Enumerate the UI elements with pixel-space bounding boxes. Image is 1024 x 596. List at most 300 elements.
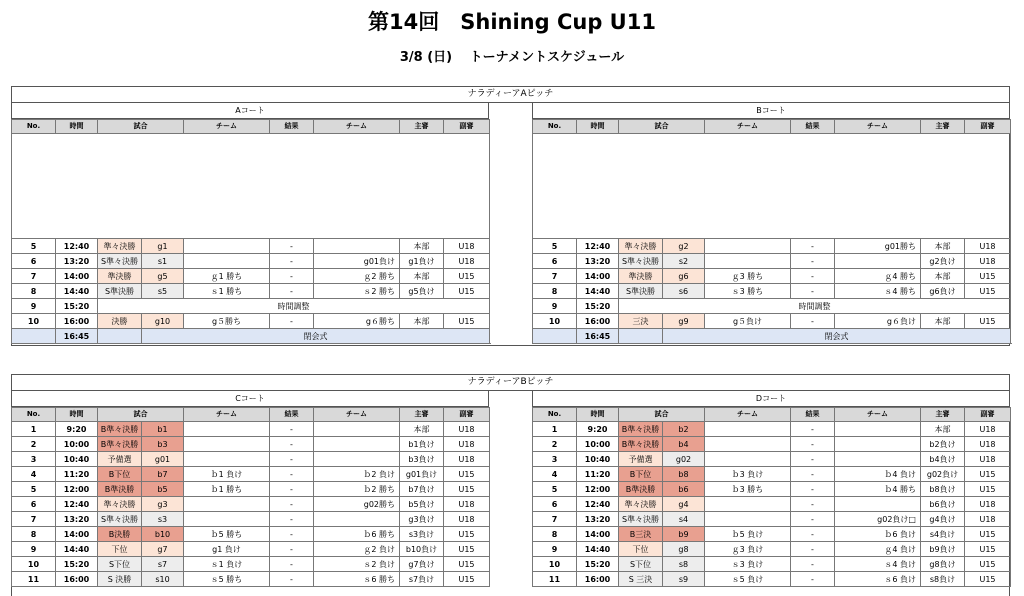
cell-no: 1 [12, 422, 56, 437]
table-row [12, 467, 490, 482]
cell-time: 10:00 [577, 437, 619, 452]
cell-round: B三決 [619, 527, 663, 542]
court-a [11, 103, 489, 344]
cell-round: B準決勝 [98, 482, 142, 497]
cell-team1 [184, 452, 270, 467]
cell-code: b10 [142, 527, 184, 542]
table-row [12, 542, 490, 557]
cell-result: - [791, 239, 835, 254]
cell-no: 4 [533, 467, 577, 482]
cell-team1 [705, 452, 791, 467]
cell-code: b9 [663, 527, 705, 542]
header-result: 結果 [270, 120, 314, 134]
page-title: 第14回 Shining Cup U11 [368, 10, 656, 34]
header-assistant: 副審 [444, 120, 490, 134]
cell-round: S 決勝 [98, 572, 142, 587]
header-team2: チーム [835, 408, 921, 422]
cell-referee: s8負け [921, 572, 965, 587]
header-time: 時間 [56, 408, 98, 422]
cell-round: B準々決勝 [619, 422, 663, 437]
header-row [12, 120, 490, 134]
cell-assistant: U15 [965, 284, 1011, 299]
cell-referee: b1負け [400, 437, 444, 452]
cell-round: S準々決勝 [98, 512, 142, 527]
cell-team1 [705, 422, 791, 437]
cell-result: - [791, 542, 835, 557]
cell-assistant: U15 [965, 314, 1011, 329]
cell-team2: ｓ2 負け [314, 557, 400, 572]
cell-team1 [705, 497, 791, 512]
cell-team1: ｂ1 勝ち [184, 482, 270, 497]
table-row [12, 482, 490, 497]
cell-assistant: U18 [444, 497, 490, 512]
table-row [12, 572, 490, 587]
cell-code: g01 [142, 452, 184, 467]
cell-team2: ｂ4 勝ち [835, 482, 921, 497]
cell-no: 5 [12, 239, 56, 254]
cell-no [12, 329, 56, 344]
cell-referee: s4負け [921, 527, 965, 542]
cell-time: 10:40 [577, 452, 619, 467]
cell-time: 14:40 [56, 542, 98, 557]
cell-team1 [705, 239, 791, 254]
header-assistant: 副審 [444, 408, 490, 422]
cell-referee: b4負け [921, 452, 965, 467]
cell-team1: ｓ5 負け [705, 572, 791, 587]
table-row [533, 482, 1011, 497]
cell-result: - [791, 422, 835, 437]
cell-no: 3 [12, 452, 56, 467]
court-c [11, 391, 489, 587]
cell-team1: ｓ1 負け [184, 557, 270, 572]
cell-no: 5 [533, 239, 577, 254]
cell-round: 予備選 [619, 452, 663, 467]
cell-no: 6 [12, 497, 56, 512]
cell-assistant: U15 [965, 557, 1011, 572]
cell-time: 9:20 [56, 422, 98, 437]
header-no: No. [533, 408, 577, 422]
cell-no: 7 [12, 269, 56, 284]
cell-time: 15:20 [56, 557, 98, 572]
cell-team2: g02負け□ [835, 512, 921, 527]
pitch-a-section [11, 86, 1010, 346]
cell-round: S 三決 [619, 572, 663, 587]
table-row [533, 329, 1011, 344]
cell-team2: ｂ6 勝ち [314, 527, 400, 542]
cell-result: - [270, 467, 314, 482]
table-row [12, 239, 490, 254]
cell-referee: g2負け [921, 254, 965, 269]
cell-no: 9 [533, 542, 577, 557]
cell-round: B下位 [619, 467, 663, 482]
cell-round: 準決勝 [98, 269, 142, 284]
cell-result: - [270, 497, 314, 512]
table-row [533, 557, 1011, 572]
cell-team1: ｇ3 勝ち [705, 269, 791, 284]
cell-time: 14:00 [577, 269, 619, 284]
header-match: 試合 [98, 408, 184, 422]
header-match: 試合 [98, 120, 184, 134]
cell-assistant: U18 [444, 254, 490, 269]
table-row [12, 299, 490, 314]
cell-result: - [791, 572, 835, 587]
header-team1: チーム [184, 408, 270, 422]
cell-code: g4 [663, 497, 705, 512]
cell-time: 12:40 [577, 239, 619, 254]
cell-team1 [184, 254, 270, 269]
cell-no [533, 329, 577, 344]
cell-time: 14:00 [56, 527, 98, 542]
cell-team1: ｂ5 負け [705, 527, 791, 542]
cell-time: 12:40 [56, 497, 98, 512]
court-title: Bコート [532, 103, 1010, 119]
cell-no: 2 [533, 437, 577, 452]
blank-row [533, 134, 1011, 239]
table-row [533, 452, 1011, 467]
header-team1: チーム [705, 408, 791, 422]
cell-assistant: U15 [965, 542, 1011, 557]
court-d [532, 391, 1010, 587]
cell-result: - [791, 482, 835, 497]
cell-referee: 本部 [921, 422, 965, 437]
table-row [533, 254, 1011, 269]
table-row [12, 512, 490, 527]
cell-assistant: U18 [444, 239, 490, 254]
header-result: 結果 [791, 408, 835, 422]
cell-referee: 本部 [921, 239, 965, 254]
table-row [533, 239, 1011, 254]
court-title: Dコート [532, 391, 1010, 407]
cell-event: 時間調整 [98, 299, 490, 314]
cell-code: g10 [142, 314, 184, 329]
header-match: 試合 [619, 408, 705, 422]
cell-referee: g7負け [400, 557, 444, 572]
cell-time: 11:20 [56, 467, 98, 482]
cell-code: g8 [663, 542, 705, 557]
pitch-b-section [11, 374, 1010, 596]
cell-team2 [835, 452, 921, 467]
cell-referee: g1負け [400, 254, 444, 269]
cell-referee: g01負け [400, 467, 444, 482]
cell-code: g9 [663, 314, 705, 329]
cell-round: S準決勝 [98, 284, 142, 299]
cell-time: 13:20 [56, 254, 98, 269]
table-row [12, 422, 490, 437]
cell-no: 7 [12, 512, 56, 527]
cell-team1: g1 負け [184, 542, 270, 557]
header-team2: チーム [835, 120, 921, 134]
cell-team1: ｂ3 負け [705, 467, 791, 482]
cell-no: 10 [533, 557, 577, 572]
cell-time: 9:20 [577, 422, 619, 437]
cell-time: 12:40 [56, 239, 98, 254]
header-match: 試合 [619, 120, 705, 134]
cell-referee: b10負け [400, 542, 444, 557]
cell-time: 15:20 [56, 299, 98, 314]
cell-no: 11 [12, 572, 56, 587]
cell-team1: g５勝ち [184, 314, 270, 329]
court-title: Cコート [11, 391, 489, 407]
header-assistant: 副審 [965, 408, 1011, 422]
table-row [12, 269, 490, 284]
cell-team1: ｂ1 負け [184, 467, 270, 482]
cell-time: 13:20 [56, 512, 98, 527]
cell-no: 5 [533, 482, 577, 497]
schedule-table [532, 119, 1011, 344]
table-row [533, 572, 1011, 587]
header-result: 結果 [791, 120, 835, 134]
cell-assistant: U18 [965, 497, 1011, 512]
table-row [533, 542, 1011, 557]
cell-no: 2 [12, 437, 56, 452]
cell-team2 [314, 437, 400, 452]
cell-round: 準々決勝 [98, 497, 142, 512]
header-row [12, 408, 490, 422]
cell-no: 6 [533, 497, 577, 512]
cell-time: 16:00 [577, 572, 619, 587]
cell-result: - [791, 497, 835, 512]
cell-referee: g02負け [921, 467, 965, 482]
cell-no: 10 [533, 314, 577, 329]
cell-referee: b7負け [400, 482, 444, 497]
cell-assistant: U18 [444, 512, 490, 527]
cell-no: 7 [533, 512, 577, 527]
blank-cell [12, 134, 490, 239]
cell-code: g5 [142, 269, 184, 284]
schedule-table [532, 407, 1011, 587]
cell-round: 準々決勝 [98, 239, 142, 254]
cell-referee: 本部 [921, 269, 965, 284]
cell-referee: b5負け [400, 497, 444, 512]
cell-team1: ｇ1 勝ち [184, 269, 270, 284]
cell-referee: b2負け [921, 437, 965, 452]
cell-team1 [705, 512, 791, 527]
table-row [533, 269, 1011, 284]
cell-team1: g５負け [705, 314, 791, 329]
cell-assistant: U18 [444, 422, 490, 437]
table-row [533, 314, 1011, 329]
blank-cell [533, 134, 1011, 239]
cell-assistant: U18 [965, 452, 1011, 467]
cell-result: - [270, 239, 314, 254]
header-team1: チーム [184, 120, 270, 134]
cell-no: 11 [533, 572, 577, 587]
cell-result: - [791, 314, 835, 329]
cell-referee: g6負け [921, 284, 965, 299]
cell-no: 1 [533, 422, 577, 437]
cell-round: S下位 [619, 557, 663, 572]
cell-team2: g01勝ち [835, 239, 921, 254]
cell-code: b5 [142, 482, 184, 497]
cell-code: s3 [142, 512, 184, 527]
cell-time: 16:00 [56, 314, 98, 329]
cell-referee: s3負け [400, 527, 444, 542]
cell-team1: ｂ5 勝ち [184, 527, 270, 542]
cell-team1 [184, 437, 270, 452]
cell-empty [98, 329, 142, 344]
cell-result: - [270, 284, 314, 299]
blank-row [12, 134, 490, 239]
cell-code: s1 [142, 254, 184, 269]
cell-time: 13:20 [577, 512, 619, 527]
cell-no: 8 [533, 284, 577, 299]
cell-code: b3 [142, 437, 184, 452]
cell-team2 [835, 497, 921, 512]
cell-team2: ｓ6 負け [835, 572, 921, 587]
cell-assistant: U15 [965, 467, 1011, 482]
cell-no: 7 [533, 269, 577, 284]
schedule-table [11, 119, 490, 344]
cell-code: s10 [142, 572, 184, 587]
cell-code: s7 [142, 557, 184, 572]
cell-assistant: U15 [444, 557, 490, 572]
cell-time: 16:00 [56, 572, 98, 587]
cell-team2: ｂ2 勝ち [314, 482, 400, 497]
cell-assistant: U18 [965, 437, 1011, 452]
cell-team2 [314, 452, 400, 467]
cell-time: 14:40 [56, 284, 98, 299]
cell-code: s4 [663, 512, 705, 527]
cell-result: - [270, 314, 314, 329]
cell-team1 [184, 497, 270, 512]
cell-code: b1 [142, 422, 184, 437]
cell-no: 6 [12, 254, 56, 269]
cell-round: 下位 [98, 542, 142, 557]
table-row [12, 557, 490, 572]
table-row [12, 437, 490, 452]
header-team2: チーム [314, 408, 400, 422]
cell-code: g2 [663, 239, 705, 254]
header-time: 時間 [577, 408, 619, 422]
cell-referee: s7負け [400, 572, 444, 587]
cell-team2: ｓ6 勝ち [314, 572, 400, 587]
cell-assistant: U15 [444, 467, 490, 482]
header-result: 結果 [270, 408, 314, 422]
cell-round: B準々決勝 [98, 437, 142, 452]
pitch-b-title: ナラディーアBピッチ [12, 375, 1009, 391]
cell-result: - [791, 452, 835, 467]
cell-result: - [791, 467, 835, 482]
table-row [533, 497, 1011, 512]
cell-round: 準々決勝 [619, 497, 663, 512]
cell-referee: b9負け [921, 542, 965, 557]
cell-code: g3 [142, 497, 184, 512]
cell-round: 予備選 [98, 452, 142, 467]
cell-team1: ｓ1 勝ち [184, 284, 270, 299]
cell-assistant: U18 [965, 512, 1011, 527]
cell-assistant: U15 [444, 482, 490, 497]
header-referee: 主審 [400, 120, 444, 134]
cell-team1: ｇ3 負け [705, 542, 791, 557]
cell-no: 8 [12, 284, 56, 299]
header-referee: 主審 [921, 408, 965, 422]
cell-result: - [270, 542, 314, 557]
cell-round: B下位 [98, 467, 142, 482]
cell-team2 [835, 254, 921, 269]
cell-time: 12:40 [577, 497, 619, 512]
cell-result: - [270, 572, 314, 587]
table-row [12, 452, 490, 467]
cell-code: s6 [663, 284, 705, 299]
schedule-table [11, 407, 490, 587]
cell-assistant: U18 [965, 239, 1011, 254]
cell-time: 15:20 [577, 299, 619, 314]
header-referee: 主審 [921, 120, 965, 134]
cell-referee: 本部 [400, 422, 444, 437]
cell-team2: ｂ6 負け [835, 527, 921, 542]
cell-assistant: U15 [965, 572, 1011, 587]
cell-team2: ｂ4 負け [835, 467, 921, 482]
cell-round: 決勝 [98, 314, 142, 329]
table-row [12, 254, 490, 269]
cell-result: - [270, 512, 314, 527]
cell-round: B決勝 [98, 527, 142, 542]
cell-assistant: U18 [444, 452, 490, 467]
header-row [533, 120, 1011, 134]
header-team2: チーム [314, 120, 400, 134]
cell-code: g02 [663, 452, 705, 467]
cell-time: 10:40 [56, 452, 98, 467]
cell-team2 [314, 239, 400, 254]
cell-result: - [270, 422, 314, 437]
cell-team1 [705, 254, 791, 269]
table-row [12, 329, 490, 344]
cell-assistant: U15 [444, 314, 490, 329]
header-time: 時間 [56, 120, 98, 134]
cell-result: - [791, 527, 835, 542]
cell-code: s5 [142, 284, 184, 299]
cell-result: - [791, 254, 835, 269]
cell-time: 10:00 [56, 437, 98, 452]
cell-time: 13:20 [577, 254, 619, 269]
cell-assistant: U15 [444, 542, 490, 557]
cell-team2: ｓ2 勝ち [314, 284, 400, 299]
header-assistant: 副審 [965, 120, 1011, 134]
cell-round: B準決勝 [619, 482, 663, 497]
cell-time: 12:00 [56, 482, 98, 497]
cell-time: 14:00 [56, 269, 98, 284]
cell-referee: 本部 [400, 314, 444, 329]
cell-result: - [270, 437, 314, 452]
cell-team2: ｇ4 勝ち [835, 269, 921, 284]
cell-team1: ｂ3 勝ち [705, 482, 791, 497]
cell-team1: ｓ3 負け [705, 557, 791, 572]
header-row [533, 408, 1011, 422]
header-team1: チーム [705, 120, 791, 134]
page-subtitle: 3/8 (日) トーナメントスケジュール [399, 50, 625, 65]
cell-no: 8 [533, 527, 577, 542]
cell-no: 5 [12, 482, 56, 497]
cell-team2 [314, 422, 400, 437]
cell-round: S下位 [98, 557, 142, 572]
cell-team2: ｇ2 負け [314, 542, 400, 557]
cell-time: 14:40 [577, 284, 619, 299]
cell-result: - [791, 557, 835, 572]
cell-event: 時間調整 [619, 299, 1011, 314]
cell-team2 [835, 437, 921, 452]
cell-round: B準々決勝 [98, 422, 142, 437]
cell-no: 8 [12, 527, 56, 542]
table-row [533, 467, 1011, 482]
cell-team2: ｂ2 負け [314, 467, 400, 482]
cell-assistant: U15 [444, 284, 490, 299]
cell-round: 準々決勝 [619, 239, 663, 254]
cell-referee: b6負け [921, 497, 965, 512]
cell-referee: g4負け [921, 512, 965, 527]
cell-team1 [184, 422, 270, 437]
cell-time: 15:20 [577, 557, 619, 572]
cell-no: 9 [12, 299, 56, 314]
